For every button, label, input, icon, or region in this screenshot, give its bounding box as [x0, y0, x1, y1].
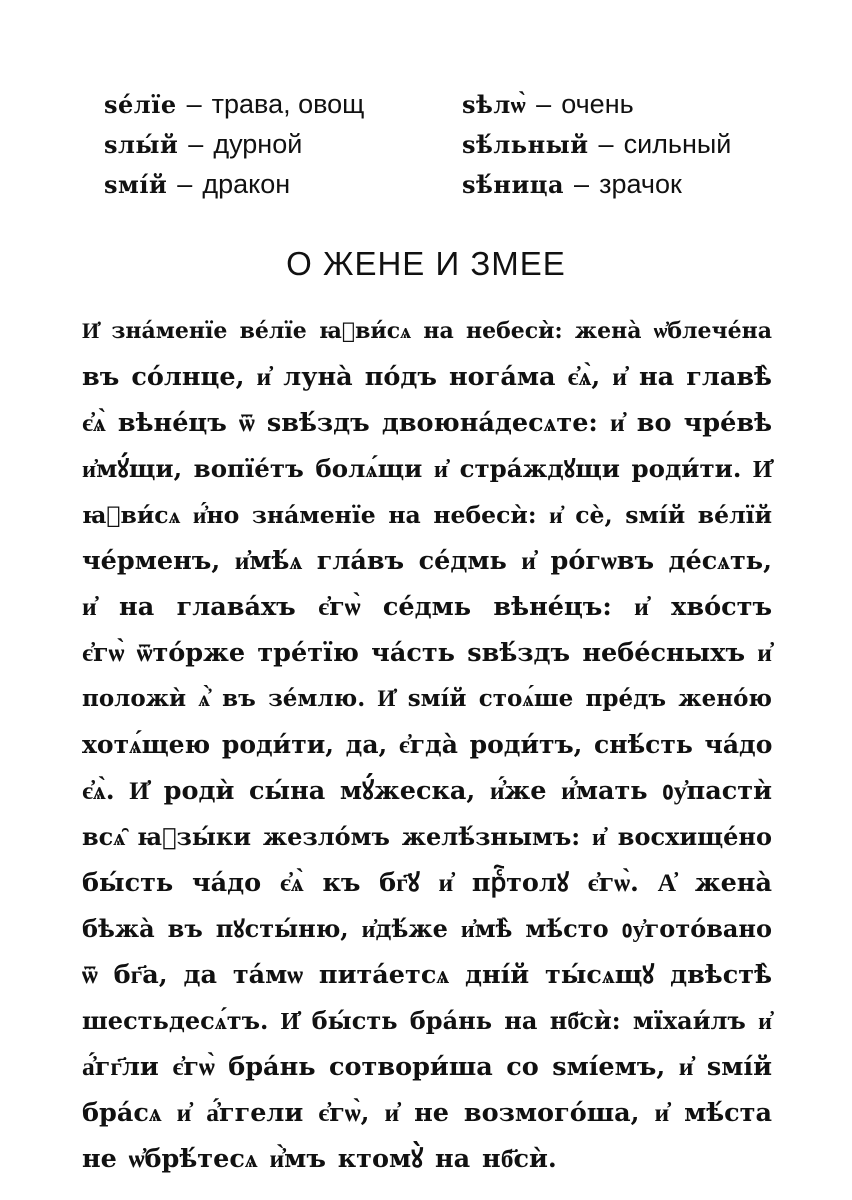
- text-line: И҆ зна́менїе ве́лїе ꙗ҆ви́сѧ на небесѝ: жена̀ ѡ҆блече́на: [82, 318, 772, 344]
- text-line: хотѧ́щею роди́ти, да, є҆гда̀ роди́тъ, снѣ́сть ча́до: [82, 730, 773, 759]
- glossary-definition: очень: [561, 89, 634, 119]
- text-line: бра́сѧ и҆ а҆́ггели є҆гѡ̀, и҆ не возмого́ша, и҆ мѣ́ста: [82, 1098, 772, 1128]
- text-line: и҆мꙋ́щи, вопїе́тъ болѧ́щи и҆ стра́ждꙋщи роди́ти. И҆: [82, 454, 772, 483]
- glossary-definition: дурной: [213, 129, 303, 159]
- text-line: є҆ѧ̀. И҆ родѝ сы́на мꙋ́жеска, и҆́же и҆́мать ᲂу҆пастѝ: [82, 776, 772, 806]
- glossary-definition: трава, овощ: [211, 89, 365, 119]
- glossary-term: ѕе́лїе: [104, 90, 177, 119]
- text-line: въ со́лнце, и҆ луна̀ по́дъ нога́ма є҆ѧ̀, и҆ на главѣ̀: [82, 362, 772, 392]
- text-line: є҆гѡ̀ ѿто́рже тре́тїю ча́сть ѕвѣ́здъ небе́сныхъ и҆: [82, 638, 772, 668]
- glossary-entry: [104, 124, 364, 164]
- text-line: и҆ на глава́хъ є҆гѡ̀ се́дмь вѣне́цъ: и҆ хво́стъ: [82, 592, 772, 622]
- text-line: бѣжа̀ въ пꙋсты́ню, и҆дѣ́же и҆мѣ̀ мѣ́сто ᲂу҆гото́вано: [82, 914, 772, 943]
- glossary-term: ѕѣлѡ̀: [462, 90, 527, 119]
- glossary-term: ѕѣ́ница: [462, 170, 565, 199]
- glossary-separator: –: [574, 169, 590, 199]
- glossary-term: ѕлы́й: [104, 130, 179, 159]
- glossary-entry: [104, 84, 364, 124]
- glossary-term: ѕѣ́льный: [462, 130, 589, 159]
- glossary-entry: [462, 84, 731, 124]
- text-line: а҆́гг҃ли є҆гѡ̀ бра́нь сотвори́ша со ѕмі́емъ, и҆ ѕмі́й: [82, 1052, 772, 1082]
- scripture-passage: [82, 308, 772, 1182]
- glossary-separator: –: [188, 129, 204, 159]
- glossary-entry: [104, 164, 364, 204]
- glossary-separator: –: [177, 169, 193, 199]
- text-line: бы́сть ча́до є҆ѧ̀ къ бг҃ꙋ и҆ прⷭ҇толꙋ є҆гѡ̀. А҆ жена̀: [82, 868, 772, 898]
- glossary-term: ѕмі́й: [104, 170, 168, 199]
- text-line: не ѡ҆брѣ́тесѧ и҆̀мъ ктомꙋ̀ на нб҃сѝ.: [82, 1144, 557, 1174]
- glossary-separator: –: [536, 89, 552, 119]
- glossary-separator: –: [186, 89, 202, 119]
- text-line: положѝ ѧ҆̀ въ зе́млю. И҆ ѕмі́й стоѧ́ше пре́дъ жено́ю: [82, 685, 772, 712]
- glossary-definition: дракон: [202, 169, 291, 199]
- glossary-separator: –: [598, 129, 614, 159]
- glossary-entry: [462, 164, 731, 204]
- glossary-column-right: [462, 84, 731, 204]
- text-line: шестьдесѧ́тъ. И҆ бы́сть бра́нь на нб҃сѝ: мїхаи́лъ и҆: [82, 1006, 772, 1035]
- text-line: че́рменъ, и҆мѣ́ѧ гла́въ се́дмь и҆ ро́гѡвъ де́сѧть,: [82, 546, 772, 576]
- text-line: є҆ѧ̀ вѣне́цъ ѿ ѕвѣ́здъ двоюна́десѧте: и҆ во чре́вѣ: [82, 408, 772, 438]
- text-line: ѿ бг҃а, да та́мѡ пита́етсѧ дні́й ты́сѧщꙋ двѣстѣ̀: [82, 960, 772, 990]
- glossary-definition: сильный: [623, 129, 732, 159]
- glossary-entry: [462, 124, 731, 164]
- text-line: ꙗ҆ви́сѧ и҆́но зна́менїе на небесѝ: и҆ сѐ, ѕмі́й ве́лїй: [82, 501, 772, 529]
- page-title: О ЖЕНЕ И ЗМЕЕ: [286, 245, 566, 282]
- glossary: [104, 84, 764, 214]
- glossary-definition: зрачок: [599, 169, 682, 199]
- text-line: всѧ̑ ꙗ҆зы́ки жезло́мъ желѣ́знымъ: и҆ восхище́но: [82, 822, 772, 851]
- glossary-column-left: [104, 84, 364, 204]
